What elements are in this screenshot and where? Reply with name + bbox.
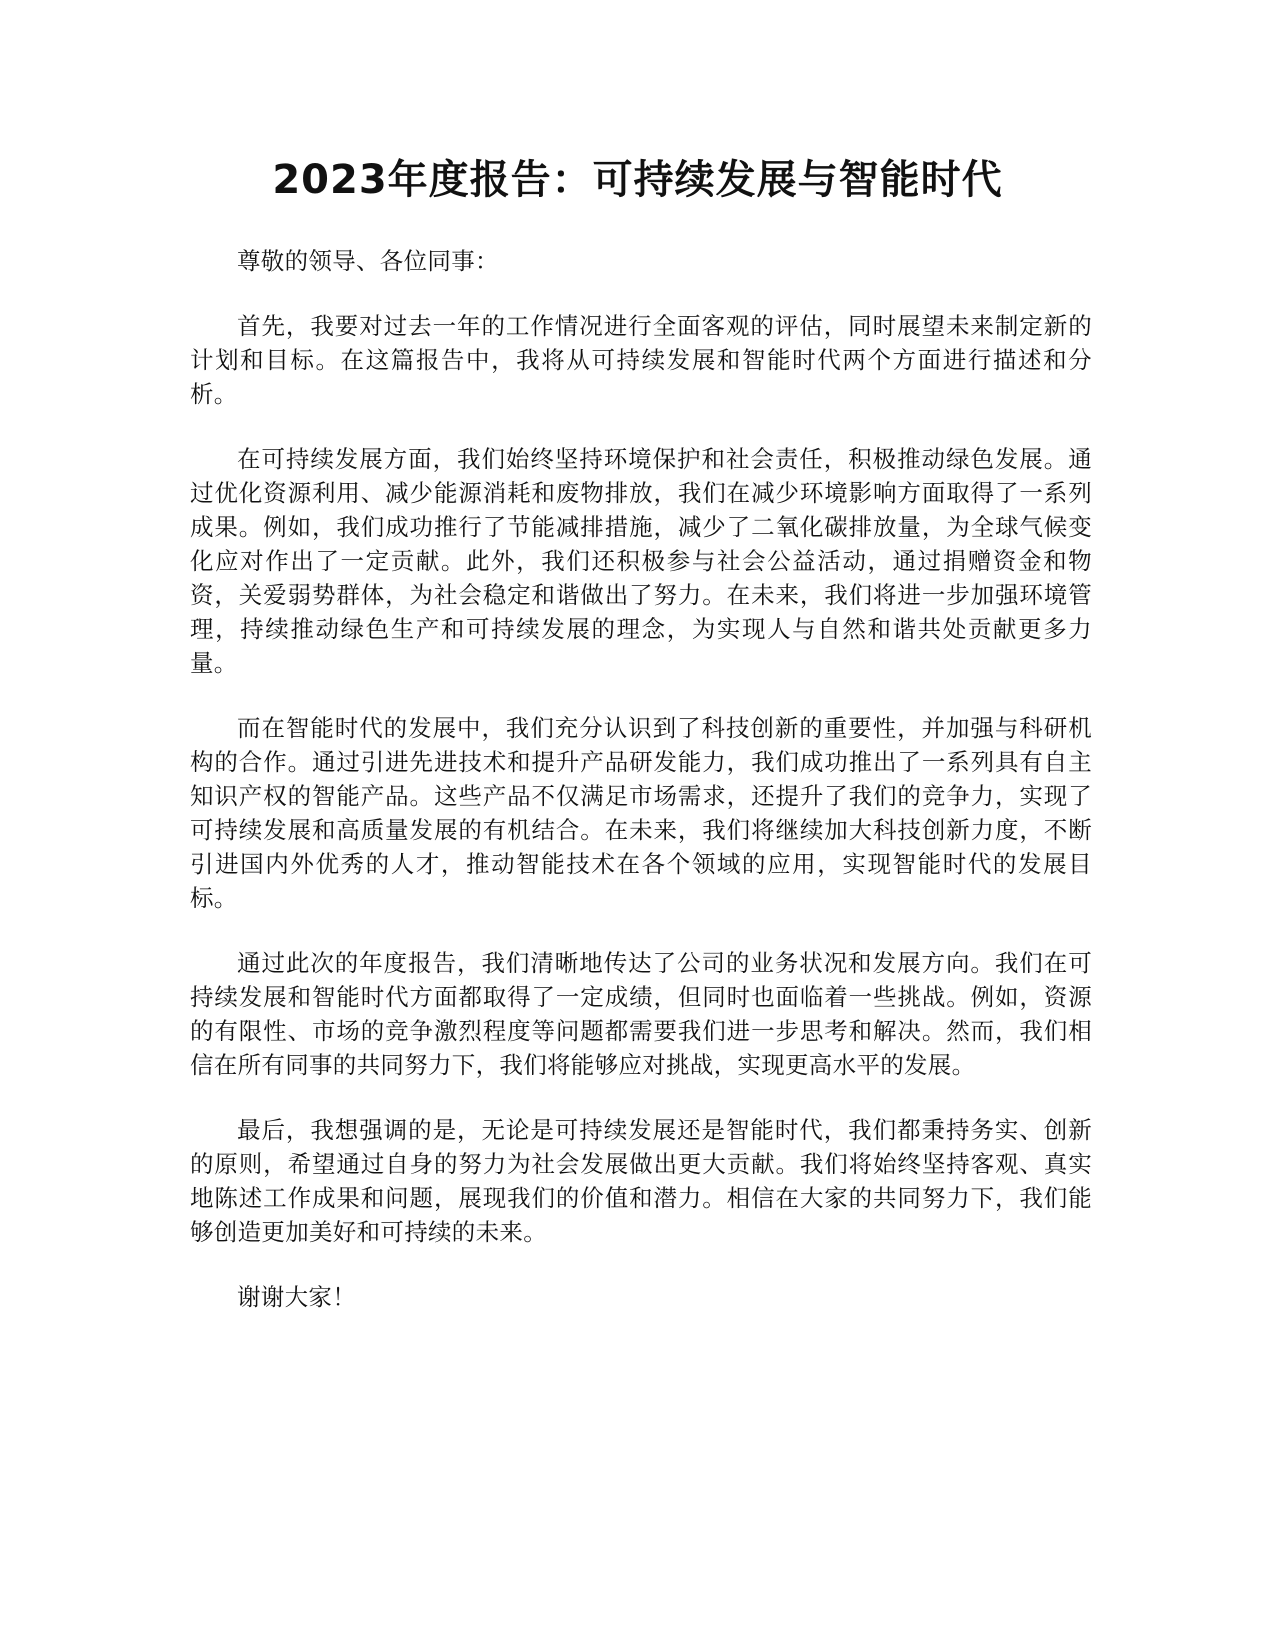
paragraph-sustainability: 在可持续发展方面，我们始终坚持环境保护和社会责任，积极推动绿色发展。通过优化资源利用、减少能源消耗和废物排放，我们在减少环境影响方面取得了一系列成果。例如，我们成功推行了节能减排措施，减少了二氧化碳排放量，为全球气候变化应对作出了一定贡献。此外，我们还积极参与社会公益活动，通过捐赠资金和物资，关爱弱势群体，为社会稳定和谐做出了努力。在未来，我们将进一步加强环境管理，持续推动绿色生产和可持续发展的理念，为实现人与自然和谐共处贡献更多力量。 bbox=[190, 445, 1092, 677]
paragraph-introduction: 首先，我要对过去一年的工作情况进行全面客观的评估，同时展望未来制定新的计划和目标。在这篇报告中，我将从可持续发展和智能时代两个方面进行描述和分析。 bbox=[190, 312, 1092, 408]
paragraph-summary: 通过此次的年度报告，我们清晰地传达了公司的业务状况和发展方向。我们在可持续发展和智能时代方面都取得了一定成绩，但同时也面临着一些挑战。例如，资源的有限性、市场的竞争激烈程度等问题都需要我们进一步思考和解决。然而，我们相信在所有同事的共同努力下，我们将能够应对挑战，实现更高水平的发展。 bbox=[190, 949, 1092, 1079]
document-title: 2023年度报告：可持续发展与智能时代 bbox=[272, 157, 1003, 203]
document-body bbox=[190, 244, 1092, 1345]
paragraph-closing: 谢谢大家！ bbox=[237, 1283, 356, 1311]
paragraph-conclusion: 最后，我想强调的是，无论是可持续发展还是智能时代，我们都秉持务实、创新的原则，希望通过自身的努力为社会发展做出更大贡献。我们将始终坚持客观、真实地陈述工作成果和问题，展现我们的价值和潜力。相信在大家的共同努力下，我们能够创造更加美好和可持续的未来。 bbox=[190, 1116, 1092, 1246]
paragraph-intelligent-era: 而在智能时代的发展中，我们充分认识到了科技创新的重要性，并加强与科研机构的合作。通过引进先进技术和提升产品研发能力，我们成功推出了一系列具有自主知识产权的智能产品。这些产品不仅满足市场需求，还提升了我们的竞争力，实现了可持续发展和高质量发展的有机结合。在未来，我们将继续加大科技创新力度，不断引进国内外优秀的人才，推动智能技术在各个领域的应用，实现智能时代的发展目标。 bbox=[190, 714, 1092, 912]
paragraph-salutation: 尊敬的领导、各位同事： bbox=[237, 247, 499, 275]
